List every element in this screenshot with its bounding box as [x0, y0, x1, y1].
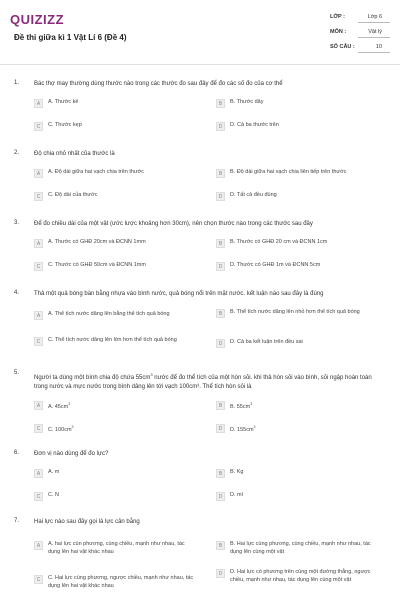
option-text: C. Hai lực cùng phương, ngược chiều, mạnh như nhau, tác dụng lên hai vật khác nhau — [48, 575, 194, 589]
question-text: Thả một quả bóng bàn bằng nhựa vào bình nước, quả bóng nổi trên mặt nước. kết luận nào sau đây là đúng — [34, 291, 324, 297]
option-text: B. Thước dây — [230, 99, 264, 105]
option-letter-box: D — [216, 122, 225, 131]
question-text: Bác thợ may thường dùng thước nào trong các thước đo sau đây để đo các số đo của cơ thể — [34, 81, 283, 87]
question-text: Để đo chiều dài của một vật (ước lược khoảng hơn 30cm), nên chọn thước nào trong các thước sau đây — [34, 221, 313, 227]
quizizz-logo: QUIZIZZ — [10, 12, 65, 27]
option-text: A. m — [48, 469, 60, 475]
meta-subject-key: MÔN : — [330, 29, 347, 35]
option-superscript: 3 — [71, 425, 74, 429]
question-number: 1. — [14, 80, 20, 86]
option-b[interactable] — [216, 468, 378, 482]
option-a[interactable] — [34, 468, 196, 482]
option-c[interactable] — [34, 491, 196, 505]
question-text-end: nước để đo thể tích của một hòn sỏi. khi thả hòn sỏi vào bình, sỏi ngập hoàn toàn trong nước và mực nước trong bình dâng lên tới vạch 100cm³. Thể tích hòn sỏi là — [34, 375, 372, 390]
option-letter-box: A — [34, 169, 43, 178]
option-letter-box: C — [34, 122, 43, 131]
option-letter-box: B — [216, 469, 225, 478]
meta-class-key: LỚP : — [330, 14, 345, 20]
option-a[interactable] — [34, 238, 196, 252]
option-c[interactable] — [34, 336, 196, 350]
option-d[interactable] — [216, 338, 378, 352]
option-value: B. 55cm — [230, 403, 251, 410]
option-letter-box: D — [216, 424, 225, 433]
worksheet-header — [0, 0, 400, 64]
option-letter-box: D — [216, 262, 225, 271]
option-text: D. Cả ba kết luận trên đều sai — [230, 339, 303, 345]
meta-count-line — [358, 52, 390, 53]
option-d[interactable] — [216, 568, 378, 582]
option-c[interactable] — [34, 121, 196, 135]
option-letter-box: B — [216, 99, 225, 108]
option-text: C. Thước kẹp — [48, 122, 82, 128]
option-superscript: 3 — [68, 402, 71, 406]
option-c[interactable] — [34, 261, 196, 275]
option-d[interactable] — [216, 261, 378, 275]
option-superscript: 3 — [250, 402, 253, 406]
option-b[interactable] — [216, 540, 378, 554]
option-b[interactable] — [216, 98, 378, 112]
option-letter-box: A — [34, 401, 43, 410]
question-text: Độ chia nhỏ nhất của thước là — [34, 151, 115, 157]
option-d[interactable] — [216, 491, 378, 505]
option-text: A. Độ dài giữa hai vạch chia trên thước — [48, 169, 144, 175]
worksheet-title: Đề thi giữa kì 1 Vật Lí 6 (Đề 4) — [14, 33, 127, 42]
option-text: A. Thể tích nước dâng lên bằng thể tích quả bóng — [48, 311, 170, 317]
option-c[interactable] — [34, 574, 196, 588]
question-text: Đơn vị nào dùng để đo lực? — [34, 451, 109, 457]
question-text-start: Người ta dùng một bình chia độ chứa 55cm — [34, 375, 151, 381]
question-number: 6. — [14, 450, 20, 456]
option-letter-box: B — [216, 309, 225, 318]
option-a[interactable] — [34, 540, 196, 554]
option-b[interactable] — [216, 308, 378, 322]
option-b[interactable] — [216, 168, 378, 182]
question-number: 7. — [14, 518, 20, 524]
option-text — [48, 401, 198, 411]
option-text: B. Thể tích nước dâng lên nhỏ hơn thể tích quả bóng — [230, 309, 360, 315]
meta-subject-value: Vật lý — [368, 29, 382, 35]
option-c[interactable] — [34, 423, 196, 437]
option-text: D. Thước có GHĐ 1m và ĐCNN 5cm — [230, 262, 321, 268]
option-text: B. Hai lực cùng phương, cùng chiều, mạnh như nhau, tác dụng lên cùng một vật — [230, 541, 371, 555]
option-a[interactable] — [34, 310, 196, 324]
option-text: A. Thước kẻ — [48, 99, 79, 105]
option-letter-box: C — [34, 575, 43, 584]
meta-subject — [330, 29, 390, 39]
meta-class — [330, 14, 390, 24]
option-letter-box: A — [34, 469, 43, 478]
option-c[interactable] — [34, 191, 196, 205]
option-text: D. Cả ba thước trên — [230, 122, 279, 128]
option-letter-box: D — [216, 339, 225, 348]
option-letter-box: B — [216, 541, 225, 550]
option-letter-box: A — [34, 239, 43, 248]
option-text: C. Độ dài của thước — [48, 192, 98, 198]
option-letter-box: C — [34, 492, 43, 501]
option-text: A. hai lực cùn phương, cùng chiều, mạnh như nhau, tác dụng lên hai vật khác nhau — [48, 541, 185, 555]
option-letter-box: B — [216, 239, 225, 248]
question-number: 3. — [14, 220, 20, 226]
option-b[interactable] — [216, 400, 378, 414]
option-d[interactable] — [216, 423, 378, 437]
option-letter-box: D — [216, 569, 225, 578]
option-text: D. Tất cả đều đúng — [230, 192, 277, 198]
meta-class-line — [358, 22, 390, 23]
option-letter-box: A — [34, 311, 43, 320]
option-letter-box: D — [216, 492, 225, 501]
option-text — [230, 401, 380, 411]
option-a[interactable] — [34, 168, 196, 182]
option-a[interactable] — [34, 400, 196, 414]
option-d[interactable] — [216, 121, 378, 135]
question-number: 4. — [14, 290, 20, 296]
question-number: 5. — [14, 370, 20, 376]
option-letter-box: C — [34, 424, 43, 433]
option-text — [48, 424, 198, 434]
question-text — [34, 370, 384, 392]
option-b[interactable] — [216, 238, 378, 252]
option-letter-box: C — [34, 337, 43, 346]
option-text: B. Độ dài giữa hai vạch chia liên tiếp trên thước — [230, 169, 347, 175]
option-letter-box: A — [34, 99, 43, 108]
option-letter-box: D — [216, 192, 225, 201]
meta-subject-line — [358, 37, 390, 38]
option-text — [230, 424, 380, 434]
option-text: B. Thước có GHĐ 20 cm và ĐCNN 1cm — [230, 239, 328, 245]
option-d[interactable] — [216, 191, 378, 205]
option-text: C. Thước có GHĐ 50cm và ĐCNN 1mm — [48, 262, 146, 268]
option-letter-box: B — [216, 401, 225, 410]
header-divider — [0, 64, 400, 65]
question-number: 2. — [14, 150, 20, 156]
option-a[interactable] — [34, 98, 196, 112]
option-value: D. 155cm — [230, 426, 254, 433]
question-text-superscript: 3 — [150, 372, 153, 377]
meta-count — [330, 44, 390, 54]
option-superscript: 3 — [253, 425, 256, 429]
option-text: D. Hai lực có phương trên cùng một đường thẳng, ngược chiều, mạnh như nhau, tác dụng lên cùng một vật — [230, 569, 371, 583]
option-letter-box: C — [34, 262, 43, 271]
question-text: Hai lực nào sau đây gọi là lực cân bằng — [34, 519, 140, 525]
option-letter-box: A — [34, 541, 43, 550]
option-text: C. Thể tích nước dâng lên lớn hơn thể tích quả bóng — [48, 337, 177, 343]
meta-class-value: Lớp 6 — [367, 14, 382, 20]
option-letter-box: C — [34, 192, 43, 201]
meta-count-value: 10 — [375, 44, 382, 50]
meta-count-key: SỐ CÂU : — [330, 44, 355, 50]
option-text: A. Thước có GHĐ 20cm và ĐCNN 1mm — [48, 239, 146, 245]
option-text: C. N — [48, 492, 59, 498]
option-value: C. 100cm — [48, 426, 72, 433]
option-letter-box: B — [216, 169, 225, 178]
option-text: B. Kg — [230, 469, 244, 475]
option-text: D. ml — [230, 492, 243, 498]
option-value: A. 45cm — [48, 403, 69, 410]
